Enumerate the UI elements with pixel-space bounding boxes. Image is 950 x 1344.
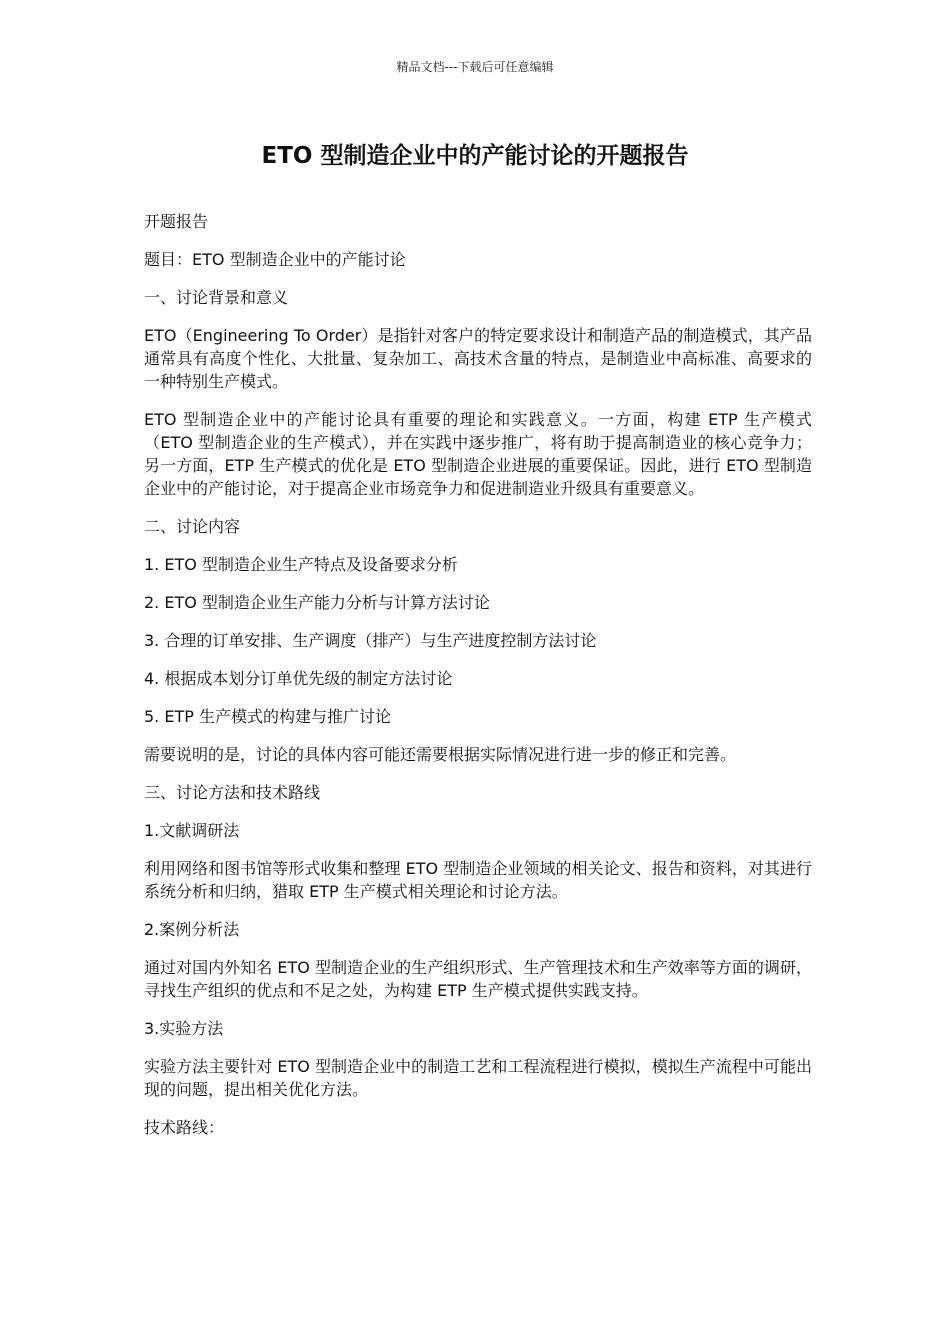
section-heading-background: 一、讨论背景和意义 — [144, 288, 289, 307]
paragraph-eto-definition: ETO（Engineering To Order）是指针对客户的特定要求设计和制造产品的制造模式，其产品通常具有高度个性化、大批量、复杂加工、高技术含量的特点，是制造业中高标准、高要求的一种特别生产模式。 — [144, 326, 812, 391]
paragraph-significance: ETO 型制造企业中的产能讨论具有重要的理论和实践意义。一方面，构建 ETP 生产模式（ETO 型制造企业的生产模式），并在实践中逐步推广，将有助于提高制造业的核心竞争力；另一方面，ETP 生产模式的优化是 ETO 型制造企业进展的重要保证。因此，进行 ETO 型制造企业中的产能讨论，对于提高企业市场竞争力和促进制造业升级具有重要意义。 — [144, 410, 812, 498]
page-header-note: 精品文档---下载后可任意编辑 — [396, 60, 554, 74]
list-item-content-5: 5. ETP 生产模式的构建与推广讨论 — [144, 707, 391, 726]
method-heading-case: 2.案例分析法 — [144, 920, 240, 939]
paragraph-case-method: 通过对国内外知名 ETO 型制造企业的生产组织形式、生产管理技术和生产效率等方面的调研，寻找生产组织的优点和不足之处，为构建 ETP 生产模式提供实践支持。 — [144, 958, 812, 1000]
paragraph-experiment-method: 实验方法主要针对 ETO 型制造企业中的制造工艺和工程流程进行模拟，模拟生产流程中可能出现的问题，提出相关优化方法。 — [144, 1057, 812, 1099]
method-heading-literature: 1.文献调研法 — [144, 821, 240, 840]
paragraph-tech-route-label: 技术路线： — [144, 1118, 225, 1137]
list-item-content-3: 3. 合理的订单安排、生产调度（排产）与生产进度控制方法讨论 — [144, 631, 597, 650]
paragraph-content-note: 需要说明的是，讨论的具体内容可能还需要根据实际情况进行进一步的修正和完善。 — [144, 745, 737, 764]
document-body — [144, 210, 812, 1154]
list-item-content-2: 2. ETO 型制造企业生产能力分析与计算方法讨论 — [144, 593, 490, 612]
document-title: ETO 型制造企业中的产能讨论的开题报告 — [261, 143, 689, 169]
paragraph-report-label: 开题报告 — [144, 212, 209, 231]
list-item-content-4: 4. 根据成本划分订单优先级的制定方法讨论 — [144, 669, 453, 688]
section-heading-content: 二、讨论内容 — [144, 517, 241, 536]
paragraph-topic: 题目：ETO 型制造企业中的产能讨论 — [144, 250, 406, 269]
method-heading-experiment: 3.实验方法 — [144, 1019, 224, 1038]
paragraph-literature-method: 利用网络和图书馆等形式收集和整理 ETO 型制造企业领域的相关论文、报告和资料，对其进行系统分析和归纳，猎取 ETP 生产模式相关理论和讨论方法。 — [144, 859, 812, 901]
section-heading-methods: 三、讨论方法和技术路线 — [144, 783, 321, 802]
list-item-content-1: 1. ETO 型制造企业生产特点及设备要求分析 — [144, 555, 458, 574]
